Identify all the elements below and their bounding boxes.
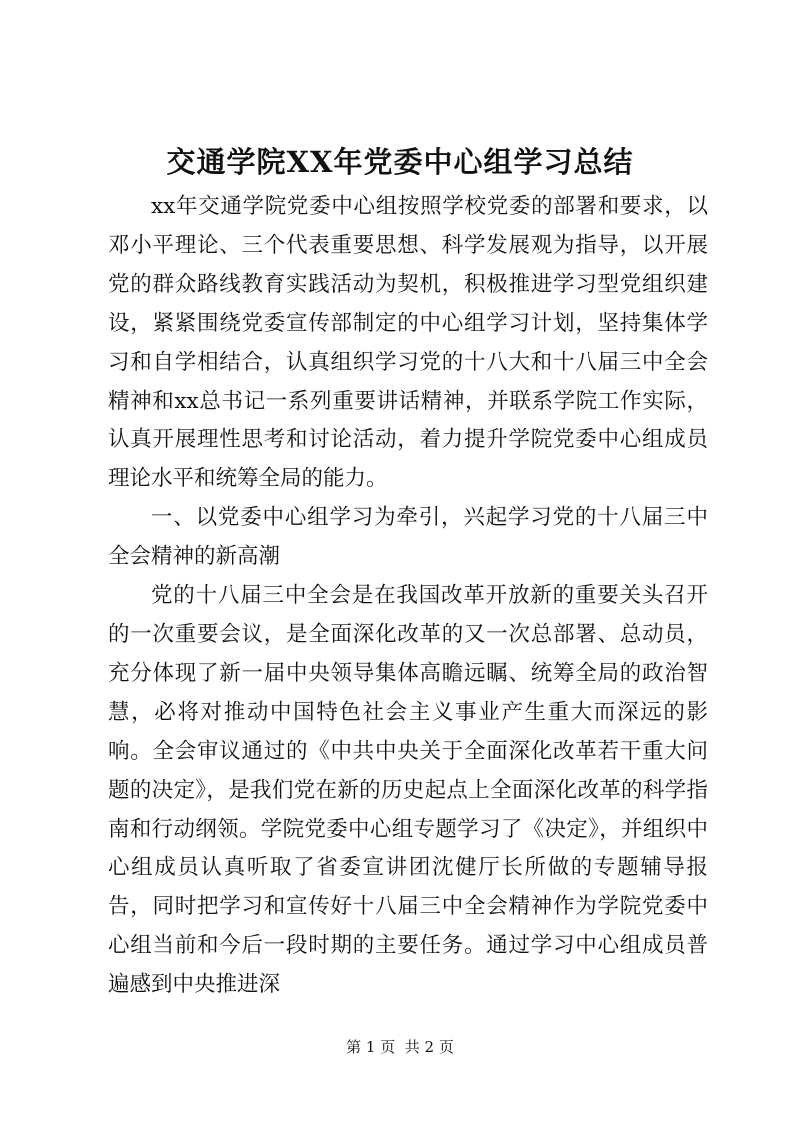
page-footer <box>0 1037 800 1057</box>
page-number-label: 第 1 页 共 2 页 <box>346 1038 454 1056</box>
paragraph-section-1: 党的十八届三中全会是在我国改革开放新的重要关头召开的一次重要会议，是全面深化改革的又一次总部署、总动员，充分体现了新一届中央领导集体高瞻远瞩、统筹全局的政治智慧，必将对推动中国特色社会主义事业产生重大而深远的影响。全会审议通过的《中共中央关于全面深化改革若干重大问题的决定》，是我们党在新的历史起点上全面深化改革的科学指南和行动纲领。学院党委中心组专题学习了《决定》，并组织中心组成员认真听取了省委宣讲团沈健厅长所做的专题辅导报告，同时把学习和宣传好十八届三中全会精神作为学院党委中心组当前和今后一段时期的主要任务。通过学习中心组成员普遍感到中央推进深 <box>108 583 708 998</box>
paragraph-intro: xx年交通学院党委中心组按照学校党委的部署和要求，以邓小平理论、三个代表重要思想、科学发展观为指导，以开展党的群众路线教育实践活动为契机，积极推进学习型党组织建设，紧紧围绕党委宣传部制定的中心组学习计划，坚持集体学习和自学相结合，认真组织学习党的十八大和十八届三中全会精神和xx总书记一系列重要讲话精神，并联系学院工作实际，认真开展理性思考和讨论活动，着力提升学院党委中心组成员理论水平和统筹全局的能力。 <box>108 194 708 492</box>
section-heading-1: 一、以党委中心组学习为牵引，兴起学习党的十八届三中全会精神的新高潮 <box>108 505 708 570</box>
document-body <box>108 188 708 1005</box>
document-title: 交通学院XX年党委中心组学习总结 <box>166 145 634 179</box>
